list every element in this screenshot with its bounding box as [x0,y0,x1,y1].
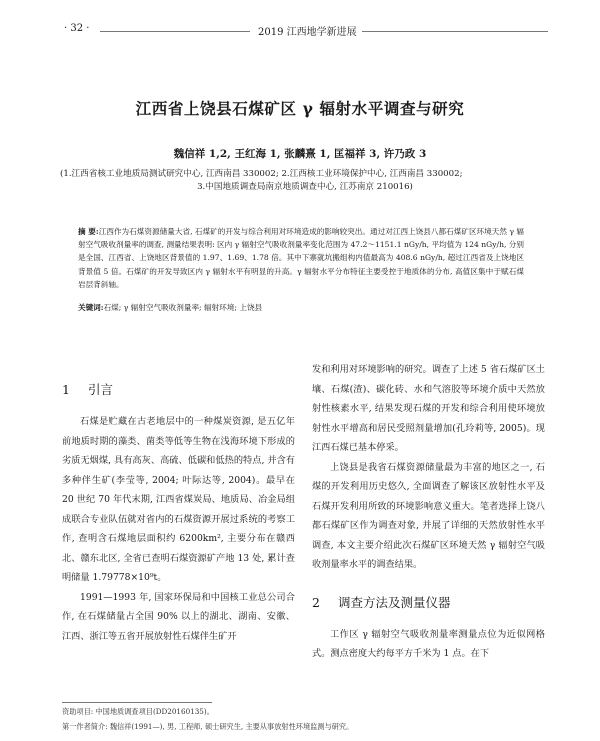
affiliation-line: 3.中国地质调查局南京地质调查中心, 江苏南京 210016) [197,182,413,192]
header-rule-right [362,31,548,32]
abstract-text: 江西作为石煤资源储量大省, 石煤矿的开发与综合利用对环境造成的影响较突出。通过对江西上饶县八都石煤矿区环境天然 γ 辐射空气吸收剂量率的调查, 测量结果表明: 区内 γ 辐射空气吸收剂量率变化范围为 47.2～1151.1 nGy/h, 平均值为 124 nGy/h, 分别是全国、江西省、上饶地区背景值的 1.97、1.69、1.78 倍。其中下寨就坑搬组构内值最高为 408.6 nGy/h, 超过江西省及上饶地区背景值 5 倍。石煤矿的开发导致区内 γ 辐射水平有明显的升高。γ 辐射水平分布特征主要受控于地质体的分布, 高值区集中于赋石煤岩层背斜轴。 [78,227,525,289]
section-title: 引言 [88,382,114,397]
body-paragraph: 1991—1993 年, 国家环保局和中国核工业总公司合作, 在石煤储量占全国 90% 以上的湖北、湖南、安徽、江西、浙江等五省开展放射性石煤伴生矿开 [62,591,295,642]
keywords-label: 关键词: [78,303,104,312]
section-heading-methods [312,593,545,611]
footnote-author: 第一作者简介: 魏信祥(1991—), 男, 工程师, 硕士研究生, 主要从事放射性环境监测与研究。 [62,722,354,731]
affiliation-line: (1.江西省核工业地质局测试研究中心, 江西南昌 330002; 2.江西核工业环境保护中心, 江西南昌 330002; [60,169,463,179]
page-number: · 32 · [64,23,90,34]
affiliations [60,168,550,194]
keywords [78,302,524,313]
footnote-funding: 资助项目: 中国地质调查项目(DD20160135)。 [62,707,214,716]
paper-title: 江西省上饶县石煤矿区 γ 辐射水平调查与研究 [135,99,465,118]
section-title: 调查方法及测量仪器 [338,594,451,610]
footnote-rule [62,702,212,703]
author-list: 魏信祥 1,2, 王红海 1, 张麟熹 1, 匡福祥 3, 许乃政 3 [173,148,427,160]
body-paragraph: 上饶县是我省石煤资源储量最为丰富的地区之一, 石煤的开发利用历史悠久, 全面调查了解该区放射性水平及石煤开发利用所致的环境影响意义重大。笔者选择上饶八都石煤矿区作为调查对象, 并展了详细的天然放射性水平调查, 本文主要介绍此次石煤矿区环境天然 γ 辐射空气吸收剂量率水平的调查结果。 [312,461,545,570]
abstract [78,225,524,291]
abstract-label: 摘 要: [78,227,99,236]
header-rule-left [100,31,250,32]
body-paragraph: 石煤是贮藏在古老地层中的一种煤炭资源, 是五亿年前地质时期的藻类、菌类等低等生物在浅海环境下形成的劣质无烟煤, 具有高灰、高硫、低碳和低热的特点, 并含有多种伴生矿(李莹等, 2004; 叶际达等, 2004)。最早在 20 世纪 70 年代末期, 江西省煤炭局、地质局、冶金局组成联合专业队伍就对省内的石煤资源开展过系统的考察工作, 查明含石煤地层面积约 6200km², 主要分布在赣西北、赣东北区, 全省已查明石煤资源矿产地 13 处, 累计查明储量 1.79778×10⁹t。 [62,416,295,583]
right-column [312,360,545,664]
journal-header: 2019 江西地学新进展 [258,27,357,38]
section-heading-intro [62,380,295,398]
left-column [62,362,295,646]
section-number: 2 [312,594,320,610]
keywords-text: 石煤; γ 辐射空气吸收剂量率; 辐射环境; 上饶县 [103,303,263,312]
body-paragraph: 发和利用对环境影响的研究。调查了上述 5 省石煤矿区土壤、石煤(渣)、碳化砖、水和气溶胶等环境介质中天然放射性核素水平, 结果发现石煤的开发和综合利用使环境放射性水平增高和居民受照剂量增加(孔玲莉等, 2005)。现江西石煤已基本停采。 [312,364,545,453]
body-paragraph: 工作区 γ 辐射空气吸收剂量率测量点位为近似网格式。测点密度大约每平方千米为 1 点。在下 [312,628,545,659]
section-number: 1 [62,382,70,397]
